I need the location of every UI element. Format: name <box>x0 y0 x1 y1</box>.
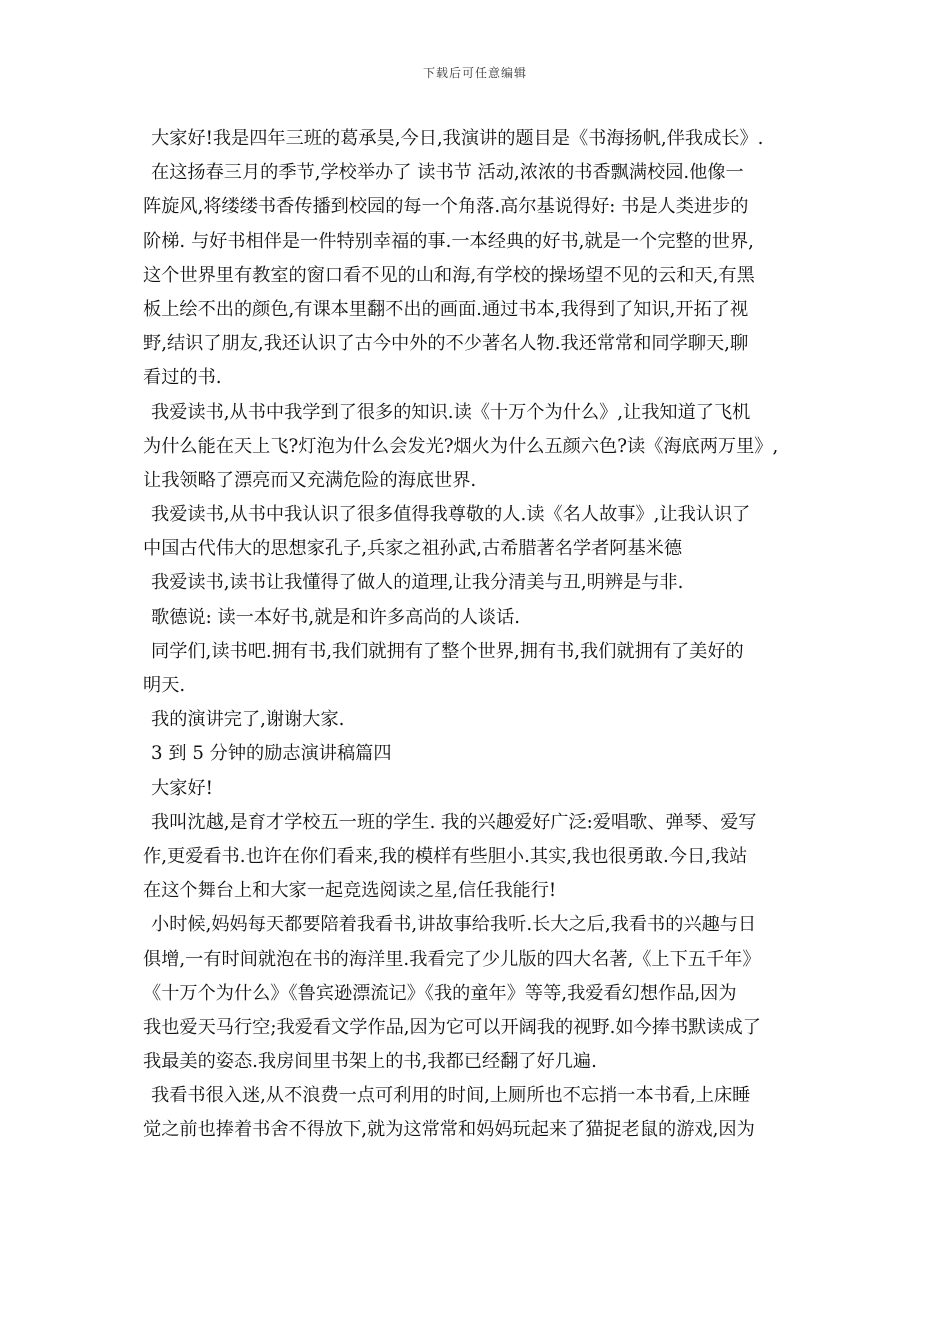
text-line: 我也爱天马行空;我爱看文学作品,因为它可以开阔我的视野.如今捧书默读成了 <box>143 1016 761 1038</box>
text-line: 我爱读书,从书中我认识了很多值得我尊敬的人.读《名人故事》,让我认识了 <box>151 504 751 526</box>
text-line: 明天. <box>143 675 186 696</box>
text-line: 同学们,读书吧.拥有书,我们就拥有了整个世界,拥有书,我们就拥有了美好的 <box>151 640 744 662</box>
text-line: 在这扬春三月的季节,学校举办了 读书节 活动,浓浓的书香飘满校园.他像一 <box>151 162 744 184</box>
text-line: 看过的书. <box>143 367 222 389</box>
text-line: 我爱读书,从书中我学到了很多的知识.读《十万个为什么》,让我知道了飞机 <box>151 401 751 423</box>
text-line: 《十万个为什么》《鲁宾逊漂流记》《我的童年》等等,我爱看幻想作品,因为 <box>143 982 737 1004</box>
text-line: 大家好!我是四年三班的葛承昊,今日,我演讲的题目是《书海扬帆,伴我成长》. <box>151 128 764 149</box>
text-line: 阵旋风,将缕缕书香传播到校园的每一个角落.高尔基说得好: 书是人类进步的 <box>143 196 749 218</box>
text-line: 3 到 5 分钟的励志演讲稿篇四 <box>151 743 392 765</box>
text-line: 我的演讲完了,谢谢大家. <box>151 709 345 731</box>
text-line: 我最美的姿态.我房间里书架上的书,我都已经翻了好几遍. <box>143 1051 597 1073</box>
text-line: 板上绘不出的颜色,有课本里翻不出的画面.通过书本,我得到了知识,开拓了视 <box>143 298 749 320</box>
text-line: 我叫沈越,是育才学校五一班的学生. 我的兴趣爱好广泛:爱唱歌、弹琴、爱写 <box>151 811 757 833</box>
text-line: 让我领略了漂亮而又充满危险的海底世界. <box>143 469 477 491</box>
text-line: 觉之前也捧着书舍不得放下,就为这常常和妈妈玩起来了猫捉老鼠的游戏,因为 <box>143 1119 755 1141</box>
page-header: 下载后可任意编辑 <box>422 66 527 80</box>
text-line: 俱增,一有时间就泡在书的海洋里.我看完了少儿版的四大名著,《上下五千年》 <box>143 948 761 970</box>
text-line: 我看书很入迷,从不浪费一点可利用的时间,上厕所也不忘捎一本书看,上床睡 <box>151 1085 751 1107</box>
text-line: 歌德说: 读一本好书,就是和许多高尚的人谈话. <box>151 606 521 628</box>
text-line: 这个世界里有教室的窗口看不见的山和海,有学校的操场望不见的云和天,有黑 <box>143 264 755 286</box>
text-line: 阶梯. 与好书相伴是一件特别幸福的事.一本经典的好书,就是一个完整的世界, <box>143 230 754 252</box>
text-line: 小时候,妈妈每天都要陪着我看书,讲故事给我听.长大之后,我看书的兴趣与日 <box>151 914 757 936</box>
text-line: 作,更爱看书.也许在你们看来,我的模样有些胆小.其实,我也很勇敢.今日,我站 <box>143 845 748 867</box>
text-line: 在这个舞台上和大家一起竞选阅读之星,信任我能行! <box>143 880 557 902</box>
text-line: 野,结识了朋友,我还认识了古今中外的不少著名人物.我还常常和同学聊天,聊 <box>143 333 749 355</box>
text-line: 为什么能在天上飞?灯泡为什么会发光?烟火为什么五颜六色?读《海底两万里》, <box>143 435 779 457</box>
text-line: 大家好! <box>151 777 213 799</box>
text-line: 中国古代伟大的思想家孔子,兵家之祖孙武,古希腊著名学者阿基米德 <box>143 538 683 560</box>
text-line: 我爱读书,读书让我懂得了做人的道理,让我分清美与丑,明辨是与非. <box>151 572 684 594</box>
document-body <box>143 122 811 1148</box>
